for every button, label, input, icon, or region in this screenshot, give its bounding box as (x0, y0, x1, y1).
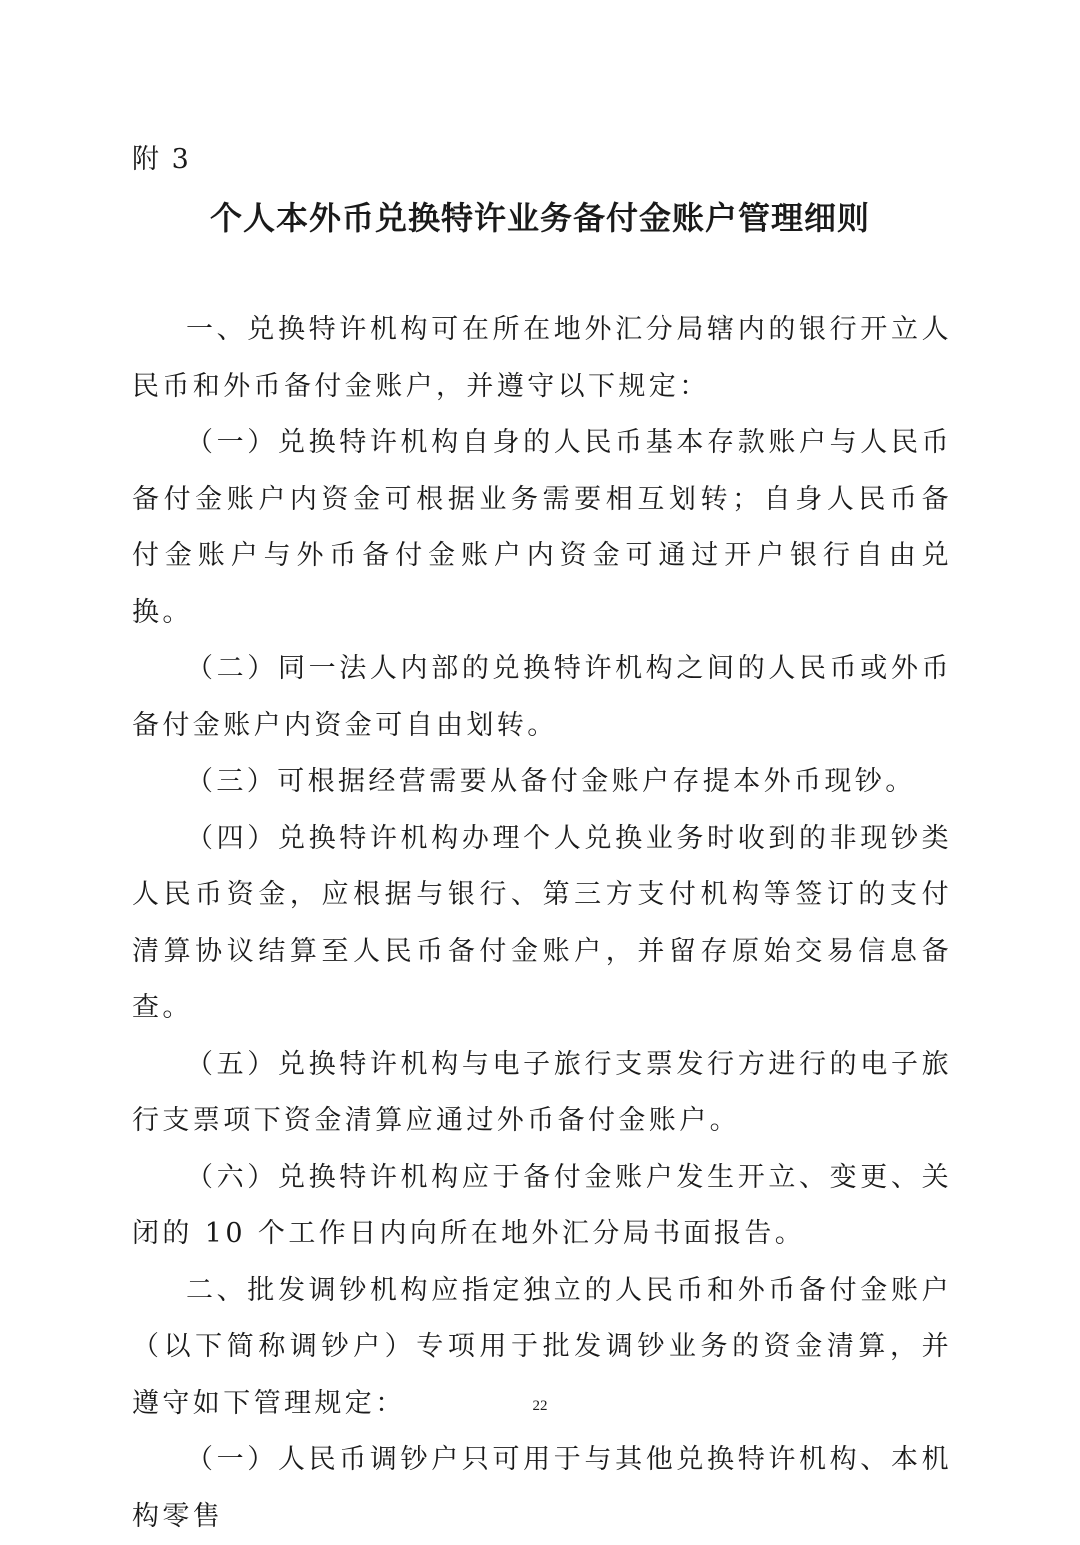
paragraph: （三）可根据经营需要从备付金账户存提本外币现钞。 (186, 766, 916, 797)
paragraph: （四）兑换特许机构办理个人兑换业务时收到的非现钞类人民币资金，应根据与银行、第三方支付机构等签订的支付清算协议结算至人民币备付金账户，并留存原始交易信息备查。 (132, 822, 952, 1023)
paragraph: （五）兑换特许机构与电子旅行支票发行方进行的电子旅行支票项下资金清算应通过外币备付金账户。 (132, 1048, 952, 1136)
paragraph: （一）人民币调钞户只可用于与其他兑换特许机构、本机构零售 (132, 1444, 952, 1532)
document-title: 个人本外币兑换特许业务备付金账户管理细则 (209, 199, 870, 237)
attachment-label: 附 3 (132, 144, 191, 175)
page-number: 22 (532, 1398, 548, 1414)
document-body (132, 302, 952, 1545)
paragraph: 一、兑换特许机构可在所在地外汇分局辖内的银行开立人民币和外币备付金账户，并遵守以下规定： (132, 314, 952, 402)
paragraph: 二、批发调钞机构应指定独立的人民币和外币备付金账户（以下简称调钞户）专项用于批发调钞业务的资金清算，并遵守如下管理规定： (132, 1274, 952, 1419)
paragraph: （一）兑换特许机构自身的人民币基本存款账户与人民币备付金账户内资金可根据业务需要相互划转；自身人民币备付金账户与外币备付金账户内资金可通过开户银行自由兑换。 (132, 427, 952, 628)
paragraph: （六）兑换特许机构应于备付金账户发生开立、变更、关闭的 10 个工作日内向所在地外汇分局书面报告。 (132, 1161, 952, 1249)
paragraph: （二）同一法人内部的兑换特许机构之间的人民币或外币备付金账户内资金可自由划转。 (132, 653, 952, 741)
